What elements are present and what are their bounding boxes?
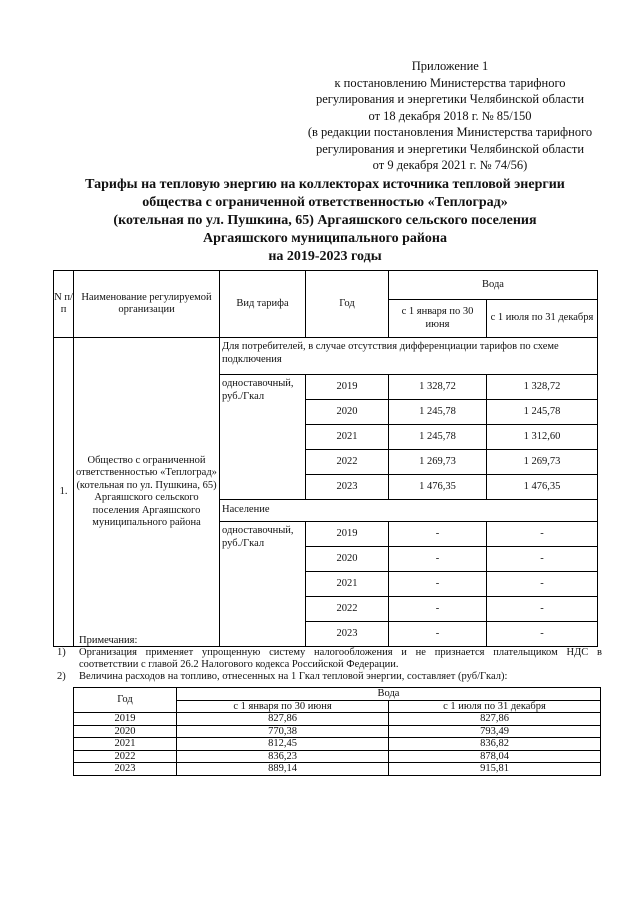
appendix-line: регулирования и энергетики Челябинской области [315, 92, 585, 106]
appendix-line: (в редакции постановления Министерства тарифного [307, 125, 593, 139]
note-1 [57, 647, 602, 671]
fuel-header-period-2: с 1 июля по 31 декабря [389, 700, 601, 713]
value-cell: - [487, 622, 598, 647]
tariff-type-cell: одноставочный, руб./Гкал [220, 522, 306, 647]
value-cell: 1 476,35 [389, 475, 487, 500]
fuel-value-cell: 770,38 [177, 725, 389, 738]
value-cell: 1 269,73 [487, 450, 598, 475]
fuel-value-cell: 878,04 [389, 750, 601, 763]
header-tariff-type: Вид тарифа [220, 271, 306, 338]
value-cell: 1 312,60 [487, 425, 598, 450]
note-2-number: 2) [57, 671, 66, 682]
year-cell: 2023 [306, 475, 389, 500]
appendix-line: от 9 декабря 2021 г. № 74/56) [372, 158, 528, 172]
value-cell: 1 245,78 [389, 425, 487, 450]
title-line: на 2019-2023 годы [268, 249, 382, 264]
row-number: 1. [54, 338, 74, 647]
fuel-header-period-1: с 1 января по 30 июня [177, 700, 389, 713]
year-cell: 2019 [306, 375, 389, 400]
header-water: Вода [389, 271, 598, 300]
note-2 [57, 671, 602, 683]
note-2-text: Величина расходов на топливо, отнесенных на 1 Гкал тепловой энергии, составляет (руб/Гкал): [79, 671, 508, 682]
year-cell: 2021 [306, 572, 389, 597]
value-cell: - [389, 572, 487, 597]
fuel-value-cell: 793,49 [389, 725, 601, 738]
value-cell: 1 476,35 [487, 475, 598, 500]
fuel-year-cell: 2021 [74, 738, 177, 751]
fuel-year-cell: 2023 [74, 763, 177, 776]
value-cell: 1 245,78 [389, 400, 487, 425]
header-period-2: с 1 июля по 31 декабря [487, 300, 598, 338]
group-label: Население [220, 500, 598, 522]
fuel-header-water: Вода [177, 688, 601, 701]
value-cell: - [487, 572, 598, 597]
fuel-value-cell: 889,14 [177, 763, 389, 776]
header-year: Год [306, 271, 389, 338]
fuel-header-year: Год [74, 688, 177, 713]
appendix-line: регулирования и энергетики Челябинской области [315, 141, 585, 156]
fuel-value-cell: 836,23 [177, 750, 389, 763]
year-cell: 2022 [306, 597, 389, 622]
fuel-value-cell: 827,86 [177, 713, 389, 726]
title-line: общества с ограниченной ответственностью «Теплоград» [142, 195, 508, 210]
value-cell: 1 245,78 [487, 400, 598, 425]
title-line: Тарифы на тепловую энергию на коллекторах источника тепловой энергии [85, 177, 565, 192]
year-cell: 2020 [306, 547, 389, 572]
year-cell: 2022 [306, 450, 389, 475]
value-cell: 1 328,72 [389, 375, 487, 400]
value-cell: - [487, 547, 598, 572]
year-cell: 2021 [306, 425, 389, 450]
appendix-line: от 18 декабря 2018 г. № 85/150 [368, 108, 532, 123]
fuel-value-cell: 812,45 [177, 738, 389, 751]
value-cell: 1 269,73 [389, 450, 487, 475]
note-1-number: 1) [57, 647, 66, 658]
value-cell: - [389, 522, 487, 547]
organization-name: Общество с ограниченной ответственностью «Теплоград» (котельная по ул. Пушкина, 65) Аргаяшского сельского поселения Аргаяшского муниципального района [74, 338, 220, 647]
fuel-year-cell: 2020 [74, 725, 177, 738]
fuel-value-cell: 915,81 [389, 763, 601, 776]
year-cell: 2023 [306, 622, 389, 647]
fuel-year-cell: 2022 [74, 750, 177, 763]
appendix-block [295, 58, 605, 174]
header-num: N п/п [54, 271, 74, 338]
title-line: (котельная по ул. Пушкина, 65) Аргаяшского сельского поселения [113, 213, 537, 228]
document-title [40, 176, 610, 266]
group-label: Для потребителей, в случае отсутствия дифференциации тарифов по схеме подключения [220, 338, 598, 375]
value-cell: - [389, 597, 487, 622]
appendix-line: к постановлению Министерства тарифного [334, 75, 566, 90]
value-cell: - [389, 547, 487, 572]
fuel-cost-table [73, 687, 601, 776]
title-line: Аргаяшского муниципального района [203, 231, 447, 246]
header-period-1: с 1 января по 30 июня [389, 300, 487, 338]
year-cell: 2020 [306, 400, 389, 425]
fuel-year-cell: 2019 [74, 713, 177, 726]
notes-heading: Примечания: [79, 635, 138, 646]
fuel-value-cell: 836,82 [389, 738, 601, 751]
tariff-type-cell: одноставочный, руб./Гкал [220, 375, 306, 500]
year-cell: 2019 [306, 522, 389, 547]
value-cell: - [389, 622, 487, 647]
appendix-line: Приложение 1 [411, 59, 489, 73]
value-cell: - [487, 522, 598, 547]
tariff-table [53, 270, 598, 647]
value-cell: 1 328,72 [487, 375, 598, 400]
notes-block [57, 635, 602, 683]
header-organization: Наименование регулируемой организации [74, 271, 220, 338]
value-cell: - [487, 597, 598, 622]
note-1-text: Организация применяет упрощенную систему налогообложения и не признается плательщиком НДС в соответствии с главой 26.2 Налогового кодекса Российской Федерации. [79, 647, 602, 670]
fuel-value-cell: 827,86 [389, 713, 601, 726]
